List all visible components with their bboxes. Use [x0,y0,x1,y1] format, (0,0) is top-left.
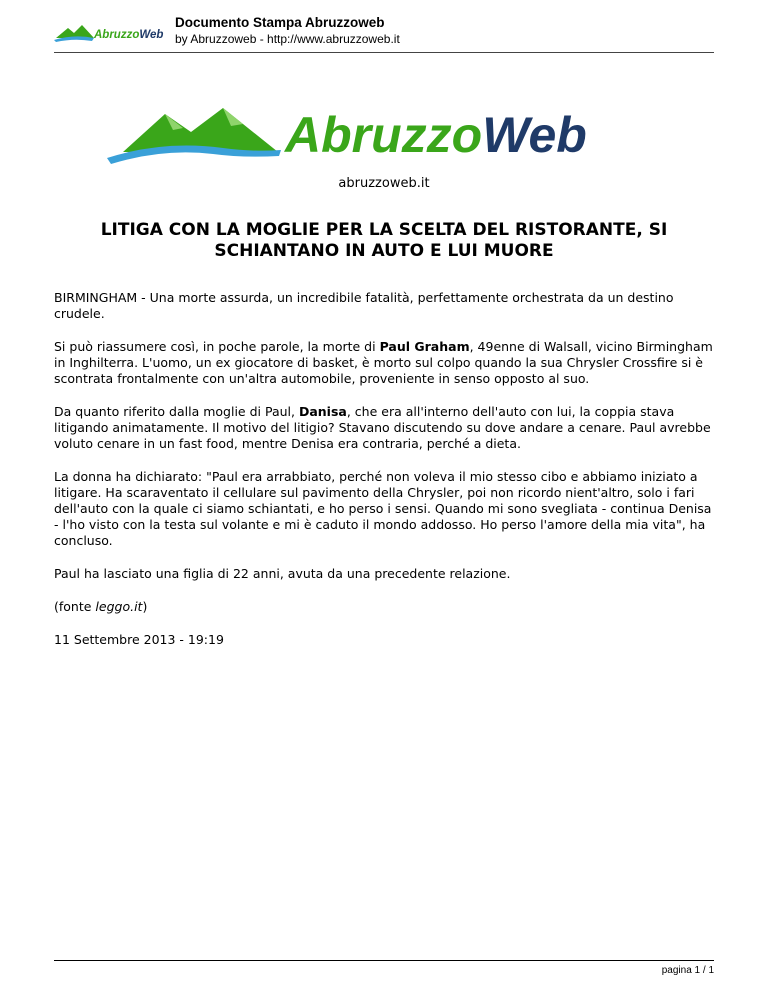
paragraph: Paul ha lasciato una figlia di 22 anni, avuta da una precedente relazione. [54,566,511,581]
source-name: leggo.it [95,599,143,614]
publish-date: 11 Settembre 2013 - 19:19 [54,632,224,647]
source-line: (fonte leggo.it) [54,599,148,614]
paragraph: Si può riassumere così, in poche parole, la morte di Paul Graham, 49enne di Walsall, vicino Birmingham in Inghilterra. L'uomo, un ex giocatore di basket, è morto sul colpo quando la sua Chrysler Crossfire si è scontrata frontalmente con un'altra automobile, proveniente in senso opposto al suo. [54,339,713,386]
abruzzoweb-logo [103,100,643,170]
paragraph: BIRMINGHAM - Una morte assurda, un incredibile fatalità, perfettamente orchestrata da un destino crudele. [54,290,674,321]
paragraph: La donna ha dichiarato: "Paul era arrabbiato, perché non voleva il mio stesso cibo e abbiamo iniziato a litigare. Ha scaraventato il cellulare sul pavimento della Chrysler, poi non ricordo nient'altro, solo i fari dell'auto con la quale ci siamo schiantati, e ho perso i sensi. Quando mi sono svegliata - continua Denisa - l'ho visto con la testa sul volante e mi è caduto il mondo addosso. Ho perso l'amore della mia vita", ha concluso. [54,469,712,548]
svg-text:AbruzzoWeb: AbruzzoWeb [94,29,164,41]
site-label: abruzzoweb.it [338,176,430,191]
document-subtitle: by Abruzzoweb - http://www.abruzzoweb.it [175,32,400,46]
svg-text:AbruzzoWeb: AbruzzoWeb [285,107,587,163]
print-header [54,10,714,52]
article-title: LITIGA CON LA MOGLIE PER LA SCELTA DEL RISTORANTE, SI SCHIANTANO IN AUTO E LUI MUORE [100,220,668,261]
paragraph: Da quanto riferito dalla moglie di Paul, Danisa, che era all'interno dell'auto con lui, la coppia stava litigando animatamente. Il motivo del litigio? Stavano discutendo su dove andare a cenare. Paul avrebbe voluto cenare in un fast food, mentre Denisa era contraria, perché a dieta. [54,404,711,451]
document-title: Documento Stampa Abruzzoweb [175,15,385,30]
footer-divider [54,960,714,961]
person-name: Paul Graham [379,339,470,354]
article-body [54,290,718,665]
header-divider [54,52,714,53]
person-name: Danisa [298,404,347,419]
page-number: pagina 1 / 1 [661,965,714,976]
abruzzoweb-small-logo [54,18,164,46]
